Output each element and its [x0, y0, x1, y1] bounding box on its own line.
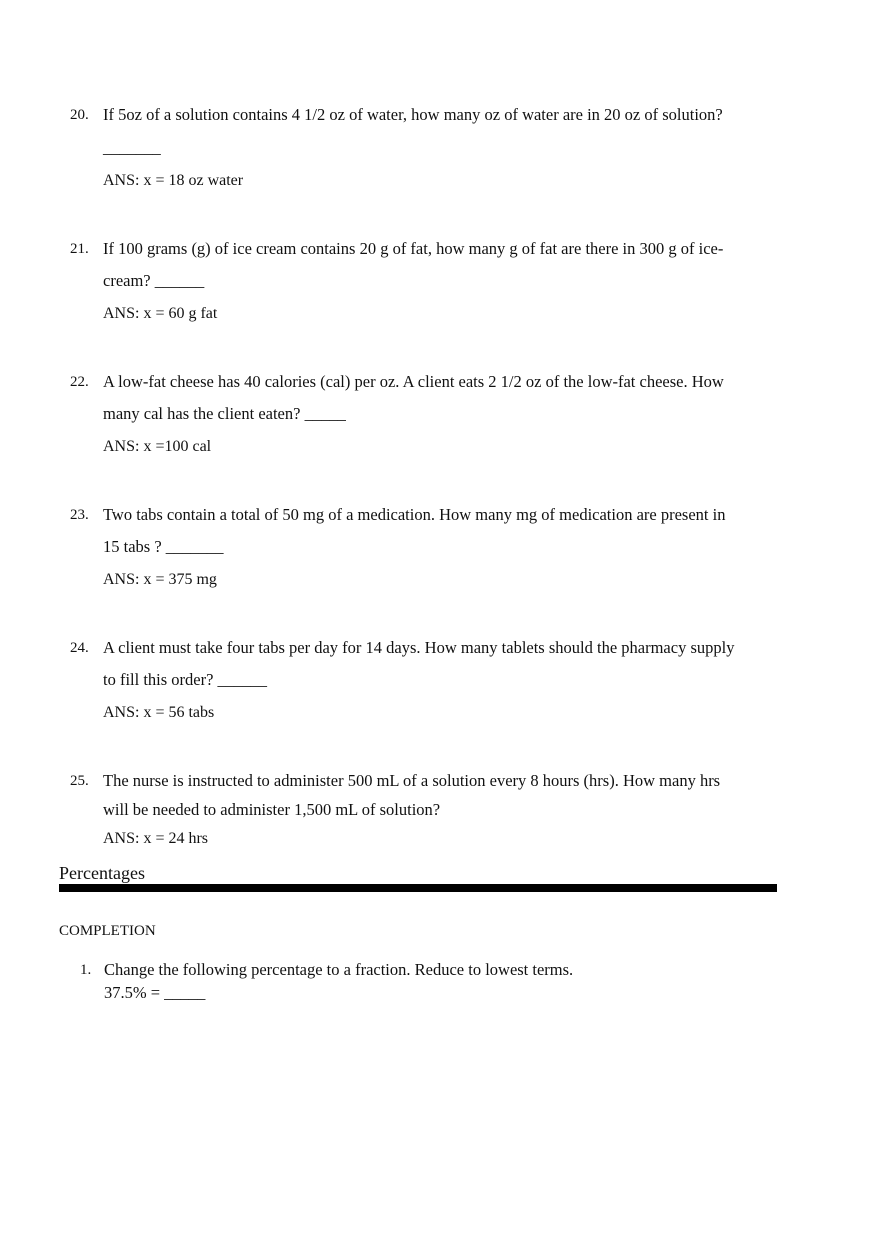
answer: ANS: x = 24 hrs [103, 830, 209, 847]
question-text-line-1: Two tabs contain a total of 50 mg of a medication. How many mg of medication are present in [103, 505, 726, 524]
question-number: 22. [70, 374, 89, 390]
question-text-line-2: many cal has the client eaten? _____ [103, 404, 346, 423]
completion-heading: COMPLETION [59, 923, 156, 939]
question-number: 1. [80, 962, 92, 978]
question-number: 20. [70, 107, 89, 123]
question-text-line-2: will be needed to administer 1,500 mL of solution? [103, 800, 441, 819]
question-text-line-1: Change the following percentage to a fraction. Reduce to lowest terms. [104, 960, 574, 979]
question-text-line-1: A low-fat cheese has 40 calories (cal) per oz. A client eats 2 1/2 oz of the low-fat cheese. How [103, 372, 724, 391]
question-text-line-2: _______ [103, 138, 161, 157]
answer: ANS: x = 60 g fat [103, 305, 218, 322]
answer: ANS: x = 56 tabs [103, 704, 215, 721]
question-text-line-1: The nurse is instructed to administer 500 mL of a solution every 8 hours (hrs). How many hrs [103, 771, 721, 790]
question-text-line-2: to fill this order? ______ [103, 670, 268, 689]
question-text-line-1: A client must take four tabs per day for 14 days. How many tablets should the pharmacy supply [103, 638, 735, 657]
question-number: 24. [70, 640, 89, 656]
question-text-line-2: 15 tabs ? _______ [103, 537, 224, 556]
question-text-line-2: 37.5% = _____ [104, 983, 206, 1002]
question-number: 23. [70, 507, 89, 523]
section-divider [59, 884, 777, 892]
question-text-line-1: If 5oz of a solution contains 4 1/2 oz of water, how many oz of water are in 20 oz of solution? [103, 105, 723, 124]
answer: ANS: x =100 cal [103, 438, 212, 455]
question-text-line-2: cream? ______ [103, 271, 205, 290]
answer: ANS: x = 375 mg [103, 571, 217, 588]
question-number: 21. [70, 241, 89, 257]
question-text-line-1: If 100 grams (g) of ice cream contains 20 g of fat, how many g of fat are there in 300 g of ice- [103, 239, 724, 258]
section-title: Percentages [59, 863, 145, 883]
question-number: 25. [70, 773, 89, 789]
answer: ANS: x = 18 oz water [103, 172, 244, 189]
